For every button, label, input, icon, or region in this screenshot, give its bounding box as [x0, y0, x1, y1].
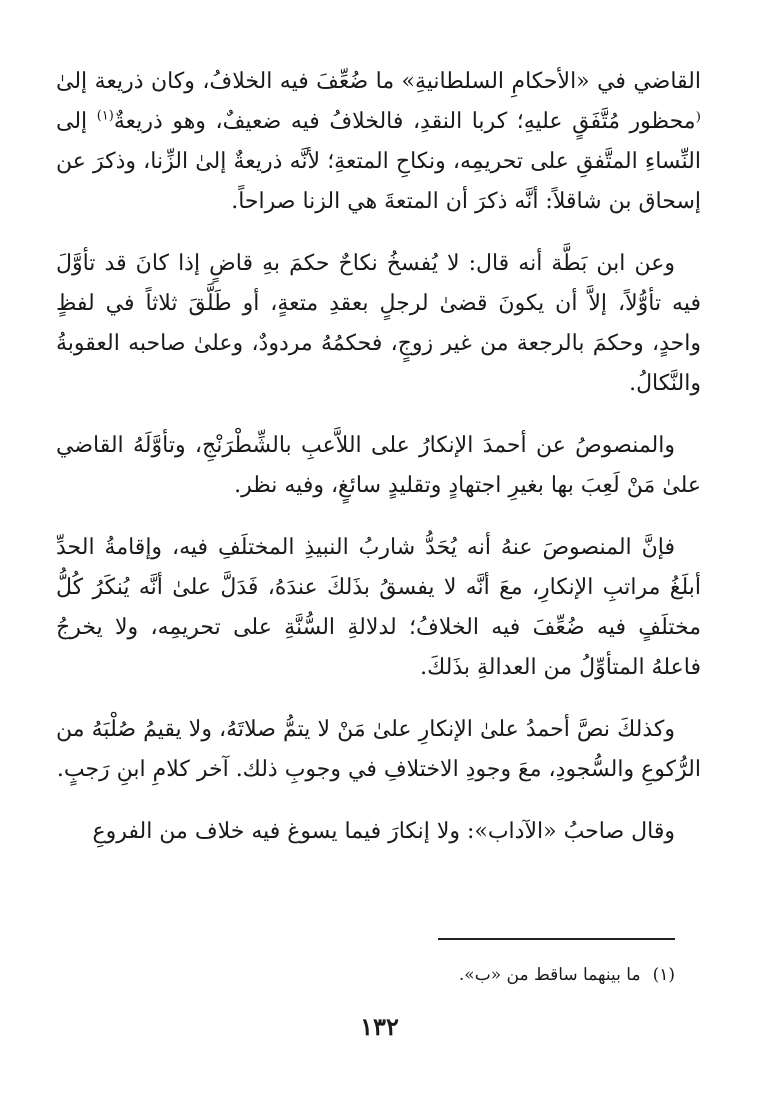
footnote-text: ما بينهما ساقط من «ب».	[458, 965, 641, 985]
footnote-number: (١)	[652, 965, 675, 985]
paragraph-4: فإنَّ المنصوصَ عنهُ أنه يُحَدُّ شاربُ النبيذِ المختلَفِ فيه، وإقامةُ الحدِّ أبلَغُ مراتبِ الإنكارِ، معَ أنَّه لا يفسقُ بذَلكَ عندَهُ، فَدَلَّ علىٰ أنَّه يُنكَرُ كُلُّ مختلَفٍ فيه ضُعِّفَ فيه الخلافُ؛ لدلالةِ السُّنَّةِ على تحريمِه، ولا يخرجُ فاعلهُ المتأوِّلُ من العدالةِ بذَلكَ.	[56, 535, 701, 680]
footnote-reference: (١)	[96, 108, 114, 124]
paragraph-1-text-a: القاضي في «الأحكامِ السلطانيةِ» ما ضُعِّفَ فيه الخلافُ، وكان ذريعة إلىٰ ⁽محظور مُتَّفَقٍ عليهِ؛ كربا النقدِ، فالخلافُ فيه ضعيفٌ، وهو ذريعةٌ	[56, 69, 701, 134]
footnote	[75, 962, 675, 988]
paragraph-6: وقال صاحبُ «الآداب»: ولا إنكارَ فيما يسوغ فيه خلاف من الفروعِ	[92, 819, 675, 844]
paragraph-1-text-b: إلى النِّساءِ المتَّفقِ على تحريمِه، ونكاحِ المتعةِ؛ لأنَّه ذريعةٌ إلىٰ الزِّنا، وذكرَ عن إسحاق بن شاقلاً: أنَّه ذكرَ أن المتعةَ هي الزنا صراحاً.	[56, 109, 701, 214]
paragraph-5: وكذلكَ نصَّ أحمدُ علىٰ الإنكارِ علىٰ مَنْ لا يتمُّ صلاتَهُ، ولا يقيمُ صُلْبَهُ من الرُّكوعِ والسُّجودِ، معَ وجودِ الاختلافِ في وجوبِ ذلك. آخر كلامِ ابنِ رَجبٍ.	[56, 717, 701, 782]
paragraph-3: والمنصوصُ عن أحمدَ الإنكارُ على اللاَّعبِ بالشِّطْرَنْجِ، وتأوَّلَهُ القاضي علىٰ مَنْ لَعِبَ بها بغيرِ اجتهادٍ وتقليدٍ سائغٍ، وفيه نظر.	[56, 433, 701, 498]
paragraph-1	[56, 62, 701, 222]
page-number: ١٣٢	[360, 1012, 399, 1041]
paragraph-2: وعن ابن بَطَّة أنه قال: لا يُفسخُ نكاحٌ حكمَ بهِ قاضٍ إذا كانَ قد تأوَّلَ فيه تأوُّلاً، إلاَّ أن يكونَ قضىٰ لرجلٍ بعقدِ متعةٍ، أو طَلَّقَ ثلاثاً في لفظٍ واحدٍ، وحكمَ بالرجعة من غير زوجٍ، فحكمُهُ مردودٌ، وعلىٰ صاحبه العقوبةُ والنَّكالُ.	[56, 251, 701, 396]
footnote-divider	[438, 938, 675, 940]
main-text	[56, 62, 701, 874]
